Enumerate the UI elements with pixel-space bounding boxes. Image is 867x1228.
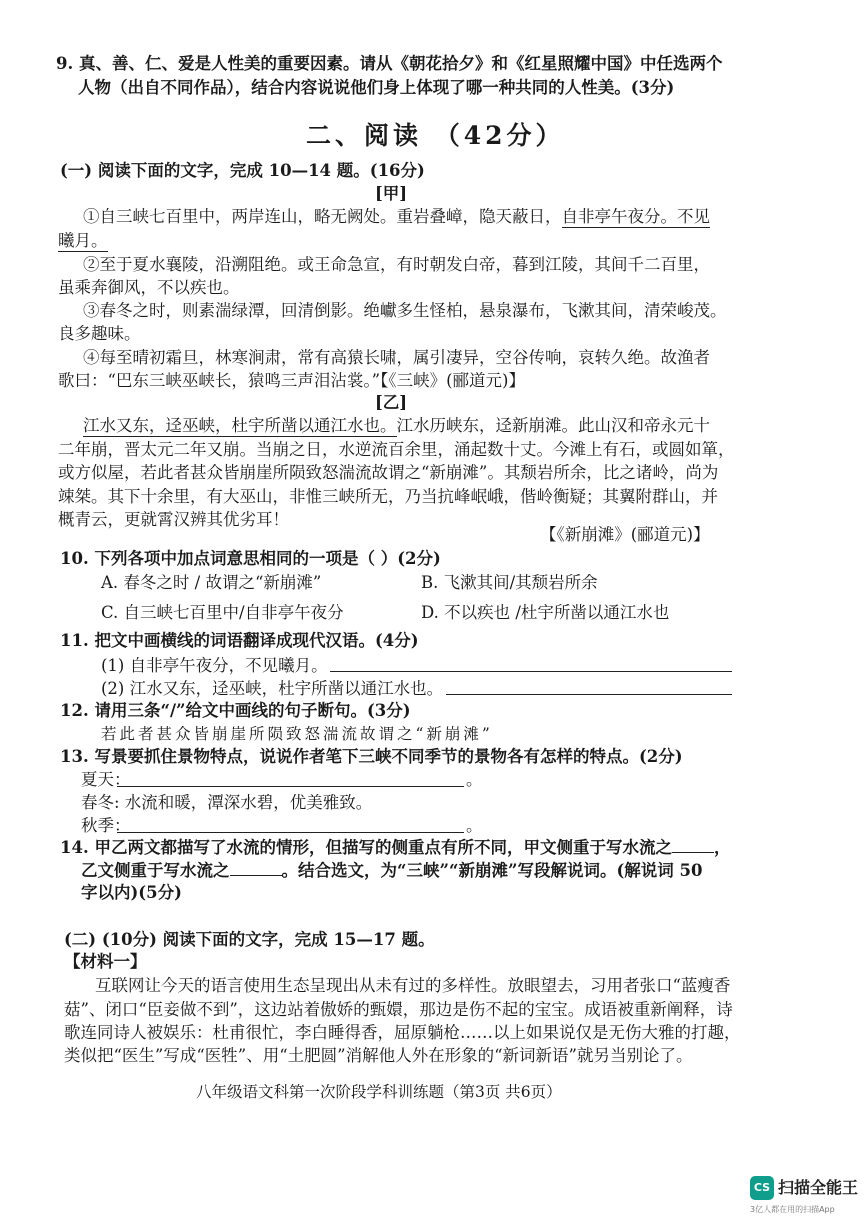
page-footer: 八年级语文科第一次阶段学科训练题（第3页 共6页） — [196, 1083, 562, 1101]
q9-line1: 9. 真、善、仁、爱是人性美的重要因素。请从《朝花拾夕》和《红星照耀中国》中任选两个 — [56, 54, 723, 73]
material-line2: 菇”、闭口“臣妾做不到”，这边站着傲娇的甄嬛，那边是伤不起的宝宝。成语被重新阐释，诗 — [64, 1000, 733, 1019]
q14-line1-text: 14. 甲乙两文都描写了水流的情形，但描写的侧重点有所不同，甲文侧重于写水流之 — [60, 838, 672, 857]
q12-sentence: 若此者甚众皆崩崖所陨致怒湍流故谓之“新崩滩” — [101, 725, 493, 743]
yi-line1 — [83, 415, 710, 437]
q14-blank-2[interactable] — [230, 859, 282, 876]
q11-stem: 11. 把文中画横线的词语翻译成现代汉语。(4分) — [60, 631, 419, 650]
q14-line1-end: ， — [713, 838, 731, 857]
q13-summer-end: 。 — [466, 770, 483, 789]
jia-para3-line1: ③春冬之时，则素湍绿潭，回清倒影。绝巘多生怪柏，悬泉瀑布，飞漱其间，清荣峻茂。 — [83, 301, 727, 320]
q12-stem: 12. 请用三条“/”给文中画线的句子断句。(3分) — [60, 701, 411, 720]
q11-answer-line-1[interactable] — [330, 671, 732, 672]
part2-heading: (二) (10分) 阅读下面的文字，完成 15—17 题。 — [64, 930, 435, 949]
jia-para2-line2: 虽乘奔御风，不以疾也。 — [58, 278, 240, 297]
material-line4: 类似把“医生”写成“医牲”、用“土肥圆”消解他人外在形象的“新词新语”就另当别论了。 — [64, 1046, 693, 1065]
q11-answer-line-2[interactable] — [446, 694, 732, 695]
jia-para1-line2 — [58, 230, 108, 252]
yi-line2: 二年崩，晋太元二年又崩。当崩之日，水逆流百余里，涌起数十丈。今滩上有石，或圆如箪， — [58, 440, 735, 459]
material-line1: 互联网让今天的语言使用生态呈现出从未有过的多样性。放眼望去，习用者张口“蓝瘦香 — [95, 976, 731, 995]
watermark-tagline: 3亿人都在用的扫描App — [750, 1205, 835, 1214]
q10-option-d: D. 不以疾也 /杜宇所凿以通江水也 — [421, 603, 670, 622]
yi-line3: 或方似屋，若此者甚众皆崩崖所陨致怒湍流故谓之“新崩滩”。其颓岩所余，比之诸岭，尚为 — [58, 463, 719, 482]
material-one-label: 【材料一】 — [64, 952, 147, 971]
q14-blank-1[interactable] — [672, 836, 714, 853]
material-line3: 歌连同诗人被娱乐：杜甫很忙，李白睡得香，屈原躺枪……以上如果说仅是无伤大雅的打趣， — [64, 1023, 741, 1042]
yi-line5: 概青云，更就霄汉辨其优劣耳！ — [58, 510, 289, 529]
jia-underlined-sentence-end: 曦月。 — [58, 231, 108, 250]
jia-para1-text: ①自三峡七百里中，两岸连山，略无阙处。重岩叠嶂，隐天蔽日， — [83, 207, 562, 226]
q10-option-a: A. 春冬之时 / 故谓之“新崩滩” — [101, 573, 322, 592]
watermark-app-name: 扫描全能王 — [778, 1178, 859, 1197]
jia-para2-line1: ②至于夏水襄陵，沿溯阻绝。或王命急宣，有时朝发白帝，暮到江陵，其间千二百里， — [83, 255, 710, 274]
q10-option-c: C. 自三峡七百里中/自非亭午夜分 — [101, 603, 344, 622]
yi-underlined-sentence: 江水又东，迳巫峡，杜宇所凿以通江水也。 — [83, 416, 397, 435]
q13-autumn-end: 。 — [466, 816, 483, 835]
jia-para3-line2: 良多趣味。 — [58, 324, 141, 343]
scanner-watermark — [750, 1176, 867, 1228]
jia-para4-line2: 歌曰：“巴东三峡巫峡长，猿鸣三声泪沾裳。”【《三峡》(郦道元)】 — [58, 371, 525, 390]
yi-label: [乙] — [375, 393, 408, 412]
q13-spring-winter: 春冬: 水流和暖，潭深水碧，优美雅致。 — [81, 793, 373, 812]
q14-line2-rest: 。结合选文，为“三峡”“新崩滩”写段解说词。(解说词 50 — [281, 861, 703, 880]
q11-sentence2: (2) 江水又东，迳巫峡，杜宇所凿以通江水也。 — [101, 679, 444, 698]
q9-line2: 人物（出自不同作品），结合内容说说他们身上体现了哪一种共同的人性美。(3分) — [78, 78, 675, 97]
q14-line2 — [81, 859, 702, 882]
q14-line3: 字以内)(5分) — [81, 883, 182, 902]
jia-para1-line1 — [83, 206, 710, 228]
yi-line4: 竦桀。其下十余里，有大巫山，非惟三峡所无，乃当抗峰岷峨，偕岭衡疑；其翼附群山，并 — [58, 487, 718, 506]
jia-para4-line1: ④每至晴初霜旦，林寒涧肃，常有高猿长啸，属引凄异，空谷传响，哀转久绝。故渔者 — [83, 348, 710, 367]
q10-option-b: B. 飞漱其间/其颓岩所余 — [421, 573, 598, 592]
q13-autumn-answer-line[interactable] — [117, 832, 464, 833]
q13-summer-label: 夏天： — [81, 770, 131, 789]
yi-line1-rest: 江水历峡东，迳新崩滩。此山汉和帝永元十 — [396, 416, 710, 435]
yi-source: 【《新崩滩》(郦道元)】 — [540, 525, 710, 544]
jia-underlined-sentence: 自非亭午夜分。不见 — [561, 207, 710, 226]
section-title: 二、阅读 （42分） — [306, 121, 565, 150]
q14-line2-text: 乙文侧重于写水流之 — [81, 861, 230, 880]
cs-logo-icon: CS — [750, 1176, 774, 1200]
q10-stem: 10. 下列各项中加点词意思相同的一项是（ ）(2分) — [60, 549, 441, 568]
q13-stem: 13. 写景要抓住景物特点，说说作者笔下三峡不同季节的景物各有怎样的特点。(2分) — [60, 747, 683, 766]
q14-line1 — [60, 836, 730, 859]
q13-summer-answer-line[interactable] — [117, 786, 464, 787]
jia-label: [甲] — [375, 184, 408, 203]
q11-sentence1: (1) 自非亭午夜分，不见曦月。 — [101, 656, 328, 675]
part1-heading: (一) 阅读下面的文字，完成 10—14 题。(16分) — [60, 161, 425, 180]
q13-autumn-label: 秋季： — [81, 816, 131, 835]
